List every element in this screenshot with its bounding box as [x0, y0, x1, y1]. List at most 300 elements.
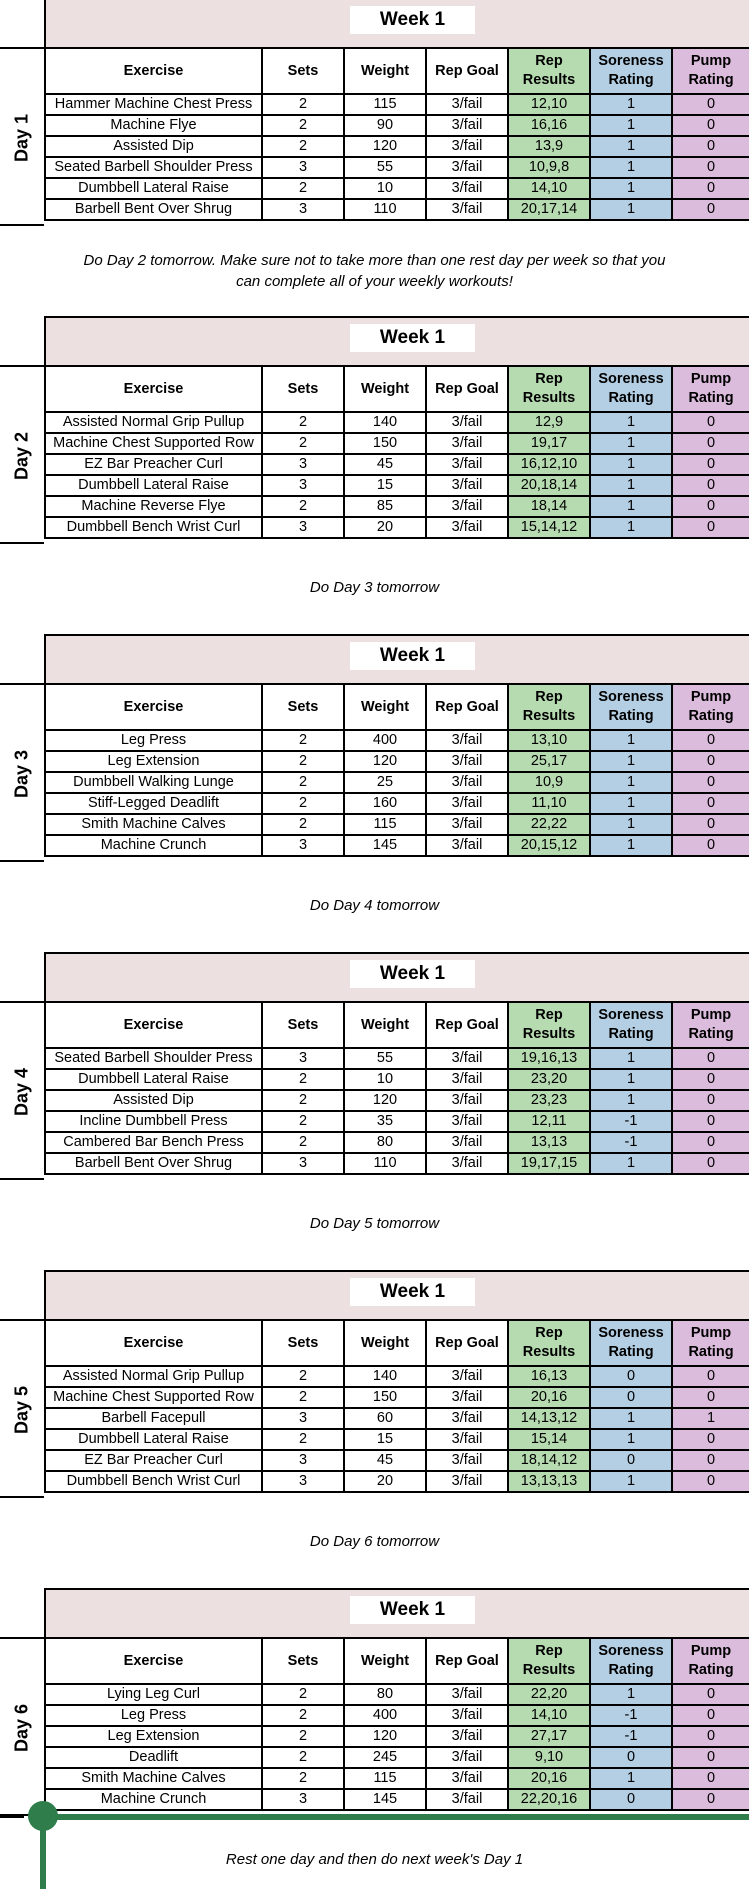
cell-exercise[interactable]: Hammer Machine Chest Press: [45, 94, 262, 115]
cell-sets[interactable]: 2: [262, 1429, 344, 1450]
cell-soreness[interactable]: 1: [590, 136, 672, 157]
cell-pump[interactable]: 0: [672, 1747, 749, 1768]
cell-rep-results[interactable]: 13,9: [508, 136, 590, 157]
cell-rep-goal[interactable]: 3/fail: [426, 1450, 508, 1471]
cell-exercise[interactable]: Machine Crunch: [45, 835, 262, 856]
cell-sets[interactable]: 3: [262, 157, 344, 178]
cell-exercise[interactable]: Dumbbell Bench Wrist Curl: [45, 517, 262, 538]
cell-rep-results[interactable]: 20,15,12: [508, 835, 590, 856]
cell-exercise[interactable]: Machine Chest Supported Row: [45, 433, 262, 454]
cell-rep-goal[interactable]: 3/fail: [426, 1726, 508, 1747]
cell-pump[interactable]: 0: [672, 1090, 749, 1111]
cell-exercise[interactable]: Barbell Bent Over Shrug: [45, 199, 262, 220]
cell-pump[interactable]: 0: [672, 835, 749, 856]
cell-weight[interactable]: 60: [344, 1408, 426, 1429]
cell-rep-goal[interactable]: 3/fail: [426, 1153, 508, 1174]
cell-exercise[interactable]: Dumbbell Lateral Raise: [45, 1069, 262, 1090]
cell-rep-goal[interactable]: 3/fail: [426, 1387, 508, 1408]
column-header-weight[interactable]: Weight: [344, 366, 426, 412]
column-header-exercise[interactable]: Exercise: [45, 48, 262, 94]
column-header-weight[interactable]: Weight: [344, 48, 426, 94]
cell-soreness[interactable]: 1: [590, 475, 672, 496]
cell-rep-results[interactable]: 22,22: [508, 814, 590, 835]
column-header-rep-goal[interactable]: Rep Goal: [426, 1002, 508, 1048]
cell-pump[interactable]: 0: [672, 1048, 749, 1069]
cell-weight[interactable]: 80: [344, 1132, 426, 1153]
cell-rep-results[interactable]: 13,13,13: [508, 1471, 590, 1492]
cell-sets[interactable]: 2: [262, 1090, 344, 1111]
cell-soreness[interactable]: 1: [590, 433, 672, 454]
cell-soreness[interactable]: 1: [590, 1408, 672, 1429]
cell-rep-results[interactable]: 14,10: [508, 1705, 590, 1726]
column-header-sets[interactable]: Sets: [262, 684, 344, 730]
cell-weight[interactable]: 20: [344, 1471, 426, 1492]
cell-rep-results[interactable]: 9,10: [508, 1747, 590, 1768]
cell-sets[interactable]: 3: [262, 1471, 344, 1492]
cell-exercise[interactable]: Smith Machine Calves: [45, 1768, 262, 1789]
cell-sets[interactable]: 3: [262, 1153, 344, 1174]
column-header-sets[interactable]: Sets: [262, 1638, 344, 1684]
cell-sets[interactable]: 2: [262, 496, 344, 517]
cell-rep-goal[interactable]: 3/fail: [426, 178, 508, 199]
column-header-exercise[interactable]: Exercise: [45, 684, 262, 730]
cell-sets[interactable]: 2: [262, 1366, 344, 1387]
cell-pump[interactable]: 0: [672, 454, 749, 475]
cell-exercise[interactable]: Assisted Dip: [45, 1090, 262, 1111]
cell-weight[interactable]: 90: [344, 115, 426, 136]
cell-pump[interactable]: 0: [672, 1768, 749, 1789]
cell-soreness[interactable]: 1: [590, 1069, 672, 1090]
cell-rep-goal[interactable]: 3/fail: [426, 496, 508, 517]
column-header-rep-results[interactable]: Rep Results: [508, 48, 590, 94]
cell-exercise[interactable]: Leg Extension: [45, 751, 262, 772]
cell-exercise[interactable]: EZ Bar Preacher Curl: [45, 454, 262, 475]
column-header-soreness[interactable]: Soreness Rating: [590, 1002, 672, 1048]
cell-exercise[interactable]: Deadlift: [45, 1747, 262, 1768]
cell-rep-goal[interactable]: 3/fail: [426, 772, 508, 793]
selection-handle-icon[interactable]: [28, 1801, 58, 1831]
day-note: Do Day 2 tomorrow. Make sure not to take more than one rest day per week so that you can complete all of your weekly workouts!: [83, 252, 666, 290]
cell-pump[interactable]: 0: [672, 1726, 749, 1747]
column-header-rep-goal[interactable]: Rep Goal: [426, 684, 508, 730]
cell-rep-goal[interactable]: 3/fail: [426, 751, 508, 772]
column-header-exercise[interactable]: Exercise: [45, 366, 262, 412]
cell-pump[interactable]: 0: [672, 1366, 749, 1387]
cell-soreness[interactable]: 1: [590, 454, 672, 475]
cell-exercise[interactable]: Stiff-Legged Deadlift: [45, 793, 262, 814]
cell-rep-goal[interactable]: 3/fail: [426, 1684, 508, 1705]
column-header-rep-results[interactable]: Rep Results: [508, 1320, 590, 1366]
cell-rep-goal[interactable]: 3/fail: [426, 1090, 508, 1111]
column-header-soreness[interactable]: Soreness Rating: [590, 366, 672, 412]
cell-soreness[interactable]: 0: [590, 1387, 672, 1408]
cell-sets[interactable]: 2: [262, 433, 344, 454]
cell-pump[interactable]: 0: [672, 475, 749, 496]
cell-weight[interactable]: 25: [344, 772, 426, 793]
cell-soreness[interactable]: -1: [590, 1111, 672, 1132]
cell-rep-goal[interactable]: 3/fail: [426, 1366, 508, 1387]
cell-pump[interactable]: 0: [672, 1153, 749, 1174]
cell-rep-goal[interactable]: 3/fail: [426, 1111, 508, 1132]
column-header-sets[interactable]: Sets: [262, 48, 344, 94]
cell-exercise[interactable]: Dumbbell Walking Lunge: [45, 772, 262, 793]
cell-soreness[interactable]: 0: [590, 1450, 672, 1471]
cell-rep-goal[interactable]: 3/fail: [426, 475, 508, 496]
cell-weight[interactable]: 35: [344, 1111, 426, 1132]
cell-rep-results[interactable]: 16,12,10: [508, 454, 590, 475]
cell-rep-results[interactable]: 12,10: [508, 94, 590, 115]
column-header-pump[interactable]: Pump Rating: [672, 1002, 749, 1048]
column-header-rep-goal[interactable]: Rep Goal: [426, 48, 508, 94]
cell-sets[interactable]: 3: [262, 1048, 344, 1069]
column-header-soreness[interactable]: Soreness Rating: [590, 684, 672, 730]
cell-soreness[interactable]: 0: [590, 1747, 672, 1768]
cell-soreness[interactable]: 0: [590, 1366, 672, 1387]
cell-pump[interactable]: 0: [672, 178, 749, 199]
cell-pump[interactable]: 0: [672, 1684, 749, 1705]
cell-soreness[interactable]: 1: [590, 496, 672, 517]
cell-soreness[interactable]: 1: [590, 94, 672, 115]
cell-sets[interactable]: 2: [262, 1111, 344, 1132]
cell-soreness[interactable]: 1: [590, 1090, 672, 1111]
cell-weight[interactable]: 150: [344, 1387, 426, 1408]
cell-rep-goal[interactable]: 3/fail: [426, 1408, 508, 1429]
cell-rep-goal[interactable]: 3/fail: [426, 730, 508, 751]
cell-sets[interactable]: 2: [262, 1705, 344, 1726]
cell-pump[interactable]: 0: [672, 1069, 749, 1090]
cell-sets[interactable]: 2: [262, 1069, 344, 1090]
cell-rep-goal[interactable]: 3/fail: [426, 835, 508, 856]
cell-rep-results[interactable]: 18,14: [508, 496, 590, 517]
cell-soreness[interactable]: 1: [590, 1153, 672, 1174]
cell-rep-results[interactable]: 19,17: [508, 433, 590, 454]
column-header-rep-results[interactable]: Rep Results: [508, 366, 590, 412]
cell-exercise[interactable]: EZ Bar Preacher Curl: [45, 1450, 262, 1471]
cell-sets[interactable]: 2: [262, 412, 344, 433]
cell-soreness[interactable]: -1: [590, 1705, 672, 1726]
cell-exercise[interactable]: Cambered Bar Bench Press: [45, 1132, 262, 1153]
column-header-sets[interactable]: Sets: [262, 366, 344, 412]
column-header-rep-results[interactable]: Rep Results: [508, 1002, 590, 1048]
cell-rep-results[interactable]: 20,17,14: [508, 199, 590, 220]
exercise-table: [44, 683, 749, 857]
cell-rep-goal[interactable]: 3/fail: [426, 412, 508, 433]
cell-rep-results[interactable]: 13,13: [508, 1132, 590, 1153]
cell-rep-results[interactable]: 23,23: [508, 1090, 590, 1111]
cell-rep-results[interactable]: 10,9: [508, 772, 590, 793]
cell-exercise[interactable]: Dumbbell Lateral Raise: [45, 178, 262, 199]
cell-weight[interactable]: 115: [344, 814, 426, 835]
cell-rep-results[interactable]: 23,20: [508, 1069, 590, 1090]
cell-pump[interactable]: 0: [672, 1132, 749, 1153]
cell-soreness[interactable]: 1: [590, 115, 672, 136]
cell-weight[interactable]: 10: [344, 178, 426, 199]
cell-exercise[interactable]: Lying Leg Curl: [45, 1684, 262, 1705]
cell-soreness[interactable]: 1: [590, 1429, 672, 1450]
cell-rep-results[interactable]: 19,16,13: [508, 1048, 590, 1069]
cell-weight[interactable]: 45: [344, 1450, 426, 1471]
cell-sets[interactable]: 2: [262, 1387, 344, 1408]
cell-sets[interactable]: 3: [262, 475, 344, 496]
cell-soreness[interactable]: 0: [590, 1789, 672, 1810]
cell-rep-goal[interactable]: 3/fail: [426, 433, 508, 454]
cell-weight[interactable]: 245: [344, 1747, 426, 1768]
cell-rep-results[interactable]: 12,11: [508, 1111, 590, 1132]
cell-weight[interactable]: 15: [344, 475, 426, 496]
cell-pump[interactable]: 0: [672, 1450, 749, 1471]
cell-sets[interactable]: 2: [262, 136, 344, 157]
cell-soreness[interactable]: 1: [590, 157, 672, 178]
cell-sets[interactable]: 3: [262, 1450, 344, 1471]
cell-weight[interactable]: 120: [344, 1090, 426, 1111]
column-header-rep-results[interactable]: Rep Results: [508, 1638, 590, 1684]
cell-sets[interactable]: 2: [262, 1768, 344, 1789]
cell-exercise[interactable]: Leg Press: [45, 730, 262, 751]
cell-sets[interactable]: 3: [262, 454, 344, 475]
cell-exercise[interactable]: Machine Flye: [45, 115, 262, 136]
cell-sets[interactable]: 2: [262, 772, 344, 793]
cell-rep-results[interactable]: 10,9,8: [508, 157, 590, 178]
cell-rep-results[interactable]: 22,20: [508, 1684, 590, 1705]
cell-exercise[interactable]: Assisted Normal Grip Pullup: [45, 1366, 262, 1387]
cell-pump[interactable]: 0: [672, 772, 749, 793]
cell-soreness[interactable]: 1: [590, 1768, 672, 1789]
column-header-pump[interactable]: Pump Rating: [672, 366, 749, 412]
cell-weight[interactable]: 140: [344, 1366, 426, 1387]
cell-pump[interactable]: 0: [672, 412, 749, 433]
cell-rep-goal[interactable]: 3/fail: [426, 1429, 508, 1450]
cell-soreness[interactable]: 1: [590, 730, 672, 751]
cell-soreness[interactable]: 1: [590, 772, 672, 793]
column-header-rep-goal[interactable]: Rep Goal: [426, 1638, 508, 1684]
cell-rep-results[interactable]: 13,10: [508, 730, 590, 751]
cell-weight[interactable]: 400: [344, 1705, 426, 1726]
cell-rep-goal[interactable]: 3/fail: [426, 793, 508, 814]
cell-rep-goal[interactable]: 3/fail: [426, 1789, 508, 1810]
cell-rep-results[interactable]: 14,13,12: [508, 1408, 590, 1429]
cell-rep-results[interactable]: 16,13: [508, 1366, 590, 1387]
cell-sets[interactable]: 2: [262, 1684, 344, 1705]
column-header-weight[interactable]: Weight: [344, 1002, 426, 1048]
cell-sets[interactable]: 3: [262, 835, 344, 856]
table-row: [45, 433, 749, 454]
cell-weight[interactable]: 55: [344, 1048, 426, 1069]
cell-rep-results[interactable]: 20,16: [508, 1387, 590, 1408]
cell-rep-goal[interactable]: 3/fail: [426, 814, 508, 835]
cell-pump[interactable]: 0: [672, 1471, 749, 1492]
cell-rep-goal[interactable]: 3/fail: [426, 115, 508, 136]
cell-weight[interactable]: 80: [344, 1684, 426, 1705]
cell-rep-goal[interactable]: 3/fail: [426, 1768, 508, 1789]
cell-pump[interactable]: 0: [672, 793, 749, 814]
cell-pump[interactable]: 0: [672, 94, 749, 115]
cell-rep-results[interactable]: 18,14,12: [508, 1450, 590, 1471]
cell-rep-results[interactable]: 11,10: [508, 793, 590, 814]
cell-soreness[interactable]: 1: [590, 178, 672, 199]
cell-pump[interactable]: 0: [672, 157, 749, 178]
column-header-exercise[interactable]: Exercise: [45, 1638, 262, 1684]
cell-weight[interactable]: 120: [344, 1726, 426, 1747]
cell-exercise[interactable]: Leg Extension: [45, 1726, 262, 1747]
cell-soreness[interactable]: 1: [590, 1048, 672, 1069]
cell-exercise[interactable]: Assisted Normal Grip Pullup: [45, 412, 262, 433]
cell-exercise[interactable]: Barbell Bent Over Shrug: [45, 1153, 262, 1174]
cell-exercise[interactable]: Seated Barbell Shoulder Press: [45, 1048, 262, 1069]
cell-rep-results[interactable]: 25,17: [508, 751, 590, 772]
cell-rep-goal[interactable]: 3/fail: [426, 1132, 508, 1153]
cell-weight[interactable]: 145: [344, 835, 426, 856]
cell-soreness[interactable]: 1: [590, 1471, 672, 1492]
cell-exercise[interactable]: Incline Dumbbell Press: [45, 1111, 262, 1132]
cell-rep-results[interactable]: 14,10: [508, 178, 590, 199]
table-row: [45, 1429, 749, 1450]
cell-pump[interactable]: 0: [672, 1789, 749, 1810]
cell-soreness[interactable]: 1: [590, 1684, 672, 1705]
column-header-soreness[interactable]: Soreness Rating: [590, 1320, 672, 1366]
cell-weight[interactable]: 140: [344, 412, 426, 433]
cell-rep-results[interactable]: 27,17: [508, 1726, 590, 1747]
cell-pump[interactable]: 0: [672, 136, 749, 157]
cell-rep-results[interactable]: 20,16: [508, 1768, 590, 1789]
column-header-weight[interactable]: Weight: [344, 684, 426, 730]
cell-rep-goal[interactable]: 3/fail: [426, 517, 508, 538]
cell-rep-results[interactable]: 15,14: [508, 1429, 590, 1450]
column-header-weight[interactable]: Weight: [344, 1638, 426, 1684]
cell-rep-results[interactable]: 22,20,16: [508, 1789, 590, 1810]
cell-pump[interactable]: 0: [672, 814, 749, 835]
cell-weight[interactable]: 110: [344, 1153, 426, 1174]
cell-exercise[interactable]: Barbell Facepull: [45, 1408, 262, 1429]
cell-soreness[interactable]: 1: [590, 517, 672, 538]
cell-weight[interactable]: 160: [344, 793, 426, 814]
cell-sets[interactable]: 2: [262, 94, 344, 115]
column-header-rep-goal[interactable]: Rep Goal: [426, 1320, 508, 1366]
cell-pump[interactable]: 0: [672, 115, 749, 136]
cell-rep-results[interactable]: 12,9: [508, 412, 590, 433]
cell-weight[interactable]: 85: [344, 496, 426, 517]
cell-pump[interactable]: 0: [672, 433, 749, 454]
cell-rep-goal[interactable]: 3/fail: [426, 1747, 508, 1768]
cell-sets[interactable]: 2: [262, 751, 344, 772]
column-header-weight[interactable]: Weight: [344, 1320, 426, 1366]
cell-sets[interactable]: 2: [262, 178, 344, 199]
cell-sets[interactable]: 2: [262, 115, 344, 136]
cell-rep-goal[interactable]: 3/fail: [426, 1471, 508, 1492]
cell-weight[interactable]: 15: [344, 1429, 426, 1450]
cell-weight[interactable]: 150: [344, 433, 426, 454]
cell-exercise[interactable]: Leg Press: [45, 1705, 262, 1726]
cell-sets[interactable]: 3: [262, 199, 344, 220]
cell-rep-goal[interactable]: 3/fail: [426, 1048, 508, 1069]
table-row: [45, 1747, 749, 1768]
cell-exercise[interactable]: Smith Machine Calves: [45, 814, 262, 835]
cell-sets[interactable]: 2: [262, 1747, 344, 1768]
column-header-pump[interactable]: Pump Rating: [672, 1638, 749, 1684]
cell-pump[interactable]: 0: [672, 1429, 749, 1450]
column-header-exercise[interactable]: Exercise: [45, 1320, 262, 1366]
cell-sets[interactable]: 3: [262, 517, 344, 538]
cell-pump[interactable]: 0: [672, 496, 749, 517]
cell-exercise[interactable]: Assisted Dip: [45, 136, 262, 157]
cell-sets[interactable]: 2: [262, 1132, 344, 1153]
cell-rep-goal[interactable]: 3/fail: [426, 157, 508, 178]
cell-exercise[interactable]: Machine Reverse Flye: [45, 496, 262, 517]
column-header-rep-results[interactable]: Rep Results: [508, 684, 590, 730]
cell-weight[interactable]: 145: [344, 1789, 426, 1810]
cell-sets[interactable]: 2: [262, 814, 344, 835]
cell-soreness[interactable]: -1: [590, 1726, 672, 1747]
cell-sets[interactable]: 2: [262, 730, 344, 751]
cell-rep-results[interactable]: 20,18,14: [508, 475, 590, 496]
cell-pump[interactable]: 0: [672, 1705, 749, 1726]
cell-soreness[interactable]: 1: [590, 412, 672, 433]
cell-pump[interactable]: 0: [672, 517, 749, 538]
cell-rep-goal[interactable]: 3/fail: [426, 454, 508, 475]
cell-weight[interactable]: 110: [344, 199, 426, 220]
cell-pump[interactable]: 1: [672, 1408, 749, 1429]
column-header-pump[interactable]: Pump Rating: [672, 684, 749, 730]
column-header-rep-goal[interactable]: Rep Goal: [426, 366, 508, 412]
cell-exercise[interactable]: Dumbbell Bench Wrist Curl: [45, 1471, 262, 1492]
cell-rep-goal[interactable]: 3/fail: [426, 1705, 508, 1726]
cell-sets[interactable]: 2: [262, 1726, 344, 1747]
column-header-soreness[interactable]: Soreness Rating: [590, 48, 672, 94]
cell-weight[interactable]: 120: [344, 751, 426, 772]
cell-exercise[interactable]: Dumbbell Lateral Raise: [45, 475, 262, 496]
column-header-soreness[interactable]: Soreness Rating: [590, 1638, 672, 1684]
cell-soreness[interactable]: 1: [590, 835, 672, 856]
cell-rep-goal[interactable]: 3/fail: [426, 136, 508, 157]
cell-soreness[interactable]: 1: [590, 199, 672, 220]
cell-sets[interactable]: 3: [262, 1789, 344, 1810]
cell-weight[interactable]: 115: [344, 94, 426, 115]
cell-rep-goal[interactable]: 3/fail: [426, 199, 508, 220]
cell-weight[interactable]: 10: [344, 1069, 426, 1090]
cell-weight[interactable]: 120: [344, 136, 426, 157]
cell-pump[interactable]: 0: [672, 1111, 749, 1132]
cell-pump[interactable]: 0: [672, 751, 749, 772]
column-header-pump[interactable]: Pump Rating: [672, 1320, 749, 1366]
cell-exercise[interactable]: Seated Barbell Shoulder Press: [45, 157, 262, 178]
cell-exercise[interactable]: Machine Crunch: [45, 1789, 262, 1810]
cell-pump[interactable]: 0: [672, 730, 749, 751]
cell-weight[interactable]: 45: [344, 454, 426, 475]
cell-weight[interactable]: 400: [344, 730, 426, 751]
column-header-sets[interactable]: Sets: [262, 1002, 344, 1048]
column-header-pump[interactable]: Pump Rating: [672, 48, 749, 94]
cell-soreness[interactable]: 1: [590, 751, 672, 772]
cell-sets[interactable]: 2: [262, 793, 344, 814]
cell-rep-results[interactable]: 19,17,15: [508, 1153, 590, 1174]
cell-pump[interactable]: 0: [672, 1387, 749, 1408]
cell-rep-results[interactable]: 16,16: [508, 115, 590, 136]
cell-exercise[interactable]: Machine Chest Supported Row: [45, 1387, 262, 1408]
cell-rep-results[interactable]: 15,14,12: [508, 517, 590, 538]
cell-exercise[interactable]: Dumbbell Lateral Raise: [45, 1429, 262, 1450]
cell-rep-goal[interactable]: 3/fail: [426, 1069, 508, 1090]
cell-rep-goal[interactable]: 3/fail: [426, 94, 508, 115]
cell-weight[interactable]: 20: [344, 517, 426, 538]
cell-soreness[interactable]: -1: [590, 1132, 672, 1153]
cell-sets[interactable]: 3: [262, 1408, 344, 1429]
cell-soreness[interactable]: 1: [590, 793, 672, 814]
cell-weight[interactable]: 115: [344, 1768, 426, 1789]
cell-weight[interactable]: 55: [344, 157, 426, 178]
column-header-sets[interactable]: Sets: [262, 1320, 344, 1366]
cell-soreness[interactable]: 1: [590, 814, 672, 835]
cell-pump[interactable]: 0: [672, 199, 749, 220]
column-header-exercise[interactable]: Exercise: [45, 1002, 262, 1048]
